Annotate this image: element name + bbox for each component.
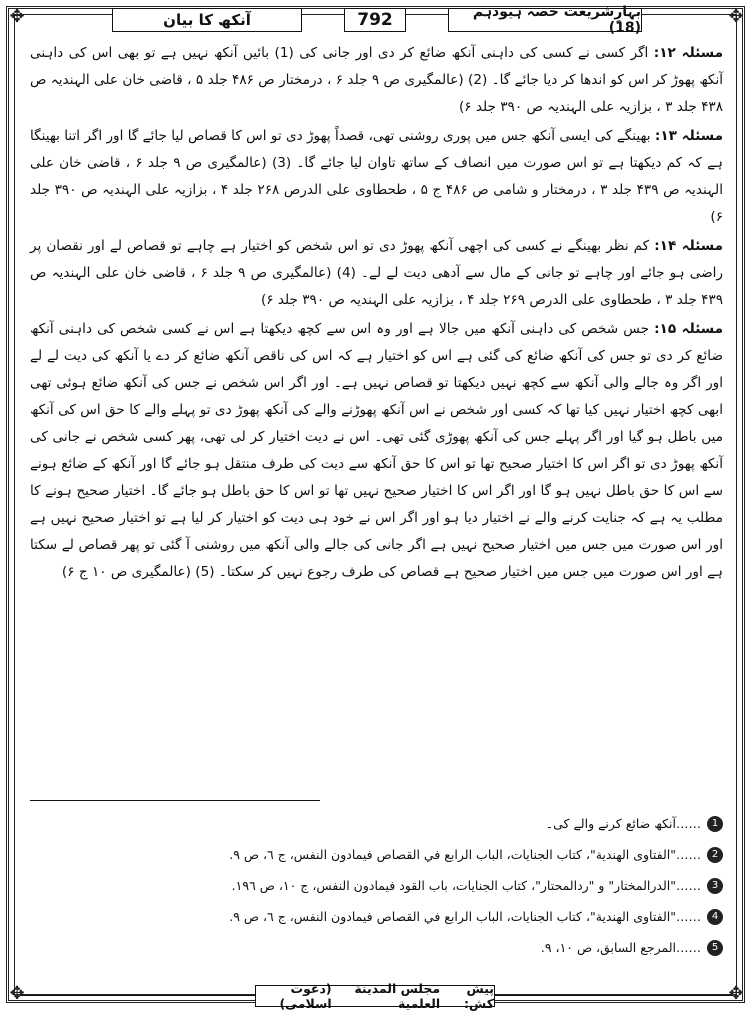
masala-label: مسئلہ ۱۵: [654, 321, 723, 337]
masala-paragraph [30, 123, 723, 231]
publisher-name: مجلس المدينة العلمية [354, 981, 441, 1011]
book-title: بہارِشریعت حصہ ہیودہم (18) [448, 8, 642, 32]
masala-text: کم نظر بھینگے نے کسی کی اچھی آنکھ پھوڑ دی تو اس شخص کو اختیار ہے چاہے تو قصاص لے اور نقصان پر راضی ہو جائے اور چاہے تو جانی کے مال سے آدھی دیت لے لے۔ (4) (عالمگیری ص ۹ جلد ۶ ، قاضی خان علی الہندیہ ص ۴۳۹ جلد ۳ ، طحطاوی علی الدرص ۲۶۹ جلد ۴ ، بزازیہ علی الہندیہ ص ۳۹۰ جلد ۶) [30, 238, 723, 308]
publisher-box [255, 981, 495, 1011]
masala-paragraph [30, 40, 723, 121]
masala-text: جس شخص کی داہنی آنکھ میں جالا ہے اور وہ اس سے کچھ دیکھتا ہے اس نے کسی شخص کی داہنی آنکھ ضائع کر دی تو جس کی آنکھ ضائع کی گئی ہے اس کو اختیار ہے کہ اس کی ناقص آنکھ ضائع کر دے یا آنکھ کی دیت لے لے اور اگر وہ جالے والی آنکھ سے کچھ نہیں دیکھتا تو قصاص نہیں ہے۔ اور اگر اس شخص نے جس کی آنکھ ضائع ہوئی تھی ابھی کچھ اختیار نہیں کیا تھا کہ کسی اور شخص نے اس آنکھ پھوڑنے والے کی آنکھ پھوڑ دی تو پہلے والے کا حق اس کی آنکھ میں باطل ہو گیا اور اگر پہلے جس کی آنکھ پھوڑی گئی تھی۔ اس نے دیت اختیار کر لی تھی، پھر کسی شخص نے جانی کی آنکھ پھوڑ دی تو اگر اس کا اختیار صحیح تھا تو اس کا حق آنکھ سے دیت کی طرف منتقل ہو جائے گا اور آنکھ کے ضائع ہونے سے اس کا حق باطل نہیں ہو گا اور اگر اس کا اختیار صحیح نہیں تھا تو اس کا حق باطل ہو جائے گا۔ اختیار صحیح ہونے کا مطلب یہ ہے کہ جنایت کرنے والے نے اختیار دیا ہو اور اگر اس نے خود ہی دیت کو اختیار کر لیا ہے تو اختیار صحیح نہیں ہے اور اس صورت میں جس میں اختیار صحیح نہیں ہے اگر جانی کی جالے والی آنکھ میں روشنی آ گئی تو پھر قصاص لے سکتا ہے اور اس صورت میں جس میں اختیار صحیح ہے قصاص کی طرف رجوع نہیں کر سکتا۔ (5) (عالمگیری ص ۱۰ ج ۶) [30, 321, 723, 580]
page-header [0, 4, 753, 34]
footnote-text: ……"الفتاوی الهندية"، كتاب الجنايات، الباب الرابع في القصاص فيمادون النفس، ج ٦، ص ٩. [229, 909, 701, 924]
footnote [30, 932, 723, 963]
masala-text: بھینگے کی ایسی آنکھ جس میں پوری روشنی تھی، قصداً پھوڑ دی تو اس کا قصاص لیا جائے گا اور اگر اتنا بھینگا ہے کہ کم دیکھتا ہے تو اس صورت میں انصاف کے ساتھ تاوان لیا جائے گا۔ (3) (عالمگیری ص ۹ جلد ۶ ، قاضی خان علی الہندیہ ص ۴۳۹ جلد ۳ ، درمختار و شامی ص ۴۸۶ ج ۵ ، طحطاوی علی الدرص ۲۶۸ جلد ۴ ، بزازیہ علی الہندیہ ص ۳۹۰ جلد ۶) [30, 128, 723, 225]
footnote [30, 808, 723, 839]
footer-rule [20, 995, 255, 996]
page-number: 792 [344, 8, 406, 32]
masala-label: مسئلہ ۱۴: [654, 238, 724, 254]
footnote-text: ……"الدرالمختار" و "ردالمحتار"، كتاب الجنايات، باب القود فيمادون النفس، ج ١٠، ص ١٩٦. [231, 878, 701, 893]
masala-paragraph [30, 316, 723, 586]
chapter-title: آنکھ کا بیان [112, 8, 302, 32]
footnote [30, 839, 723, 870]
footnote-number: 3 [707, 878, 723, 894]
footnote-number: 2 [707, 847, 723, 863]
masala-text: اگر کسی نے کسی کی داہنی آنکھ ضائع کر دی اور جانی کی (1) بائیں آنکھ نہیں ہے تو بھی اس کی داہنی آنکھ پھوڑ کر اس کو اندھا کر دیا جائے گا۔ (2) (عالمگیری ص ۹ جلد ۶ ، درمختار ص ۴۸۶ جلد ۵ ، قاضی خان علی الہندیہ ص ۴۳۸ جلد ۳ ، بزازیہ علی الہندیہ ص ۳۹۰ جلد ۶) [30, 45, 723, 115]
footnote [30, 870, 723, 901]
footnote-text: ……"الفتاوی الهندية"، كتاب الجنايات، الباب الرابع في القصاص فيمادون النفس، ج ٦، ص ٩. [229, 847, 701, 862]
footer-rule [495, 995, 733, 996]
footnote-number: 1 [707, 816, 723, 832]
corner-ornament-icon: ✥ [9, 6, 25, 27]
main-text [30, 40, 723, 588]
publisher-prefix: پیش کش: [464, 981, 494, 1011]
footnote-number: 4 [707, 909, 723, 925]
footnote-text: ……المرجع السابق، ص ١٠، ٩. [540, 940, 701, 955]
corner-ornament-icon: ✥ [9, 983, 25, 1004]
footnotes [30, 808, 723, 963]
footnote-separator [30, 800, 320, 801]
page-footer [0, 981, 753, 1011]
corner-ornament-icon: ✥ [728, 6, 744, 27]
masala-label: مسئلہ ۱۳: [654, 128, 724, 144]
masala-paragraph [30, 233, 723, 314]
masala-label: مسئلہ ۱۲: [653, 45, 723, 61]
footnote-text: ……آنکھ ضائع کرنے والے کی۔ [545, 816, 701, 831]
footnote [30, 901, 723, 932]
publisher-suffix: (دعوت اسلامی) [279, 981, 332, 1011]
footnote-number: 5 [707, 940, 723, 956]
corner-ornament-icon: ✥ [728, 983, 744, 1004]
